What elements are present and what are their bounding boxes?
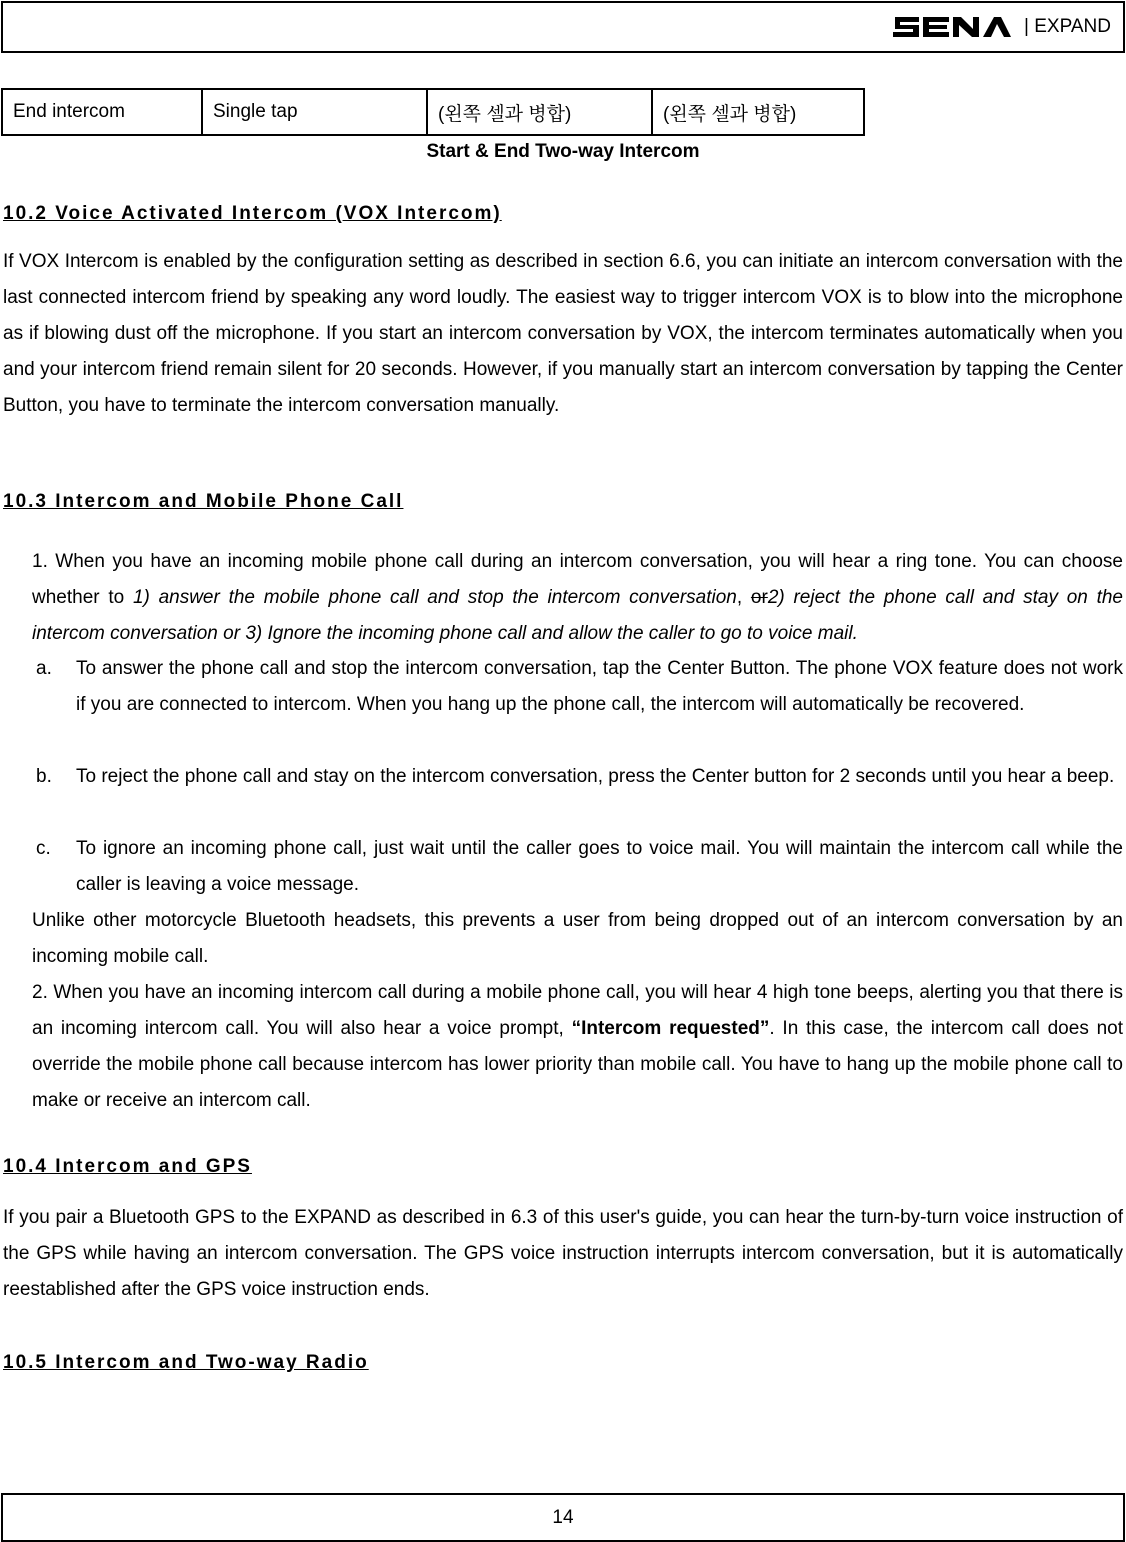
- table-cell: Single tap: [202, 89, 427, 135]
- controls-table: [1, 88, 865, 136]
- option-reject-ignore: 2) reject the phone call and stay on the intercom conversation or 3) Ignore the incoming phone call and allow the caller to go to voice mail.: [32, 587, 1124, 644]
- table-cell: (왼쪽 셀과 병합): [427, 89, 652, 135]
- table-cell: (왼쪽 셀과 병합): [652, 89, 864, 135]
- item-text: 1. When you have an incoming mobile phone call during an intercom conversation, you will hear a ring tone. You can choose whether to: [32, 551, 1123, 608]
- section-heading-10-3: 10.3 Intercom and Mobile Phone Call: [3, 491, 404, 512]
- option-answer: 1) answer the mobile phone call and stop the intercom conversation: [132, 587, 737, 608]
- sub-item-c: [36, 831, 1123, 903]
- list-marker: a.: [36, 658, 52, 679]
- page-header: [1, 1, 1125, 53]
- list-marker: b.: [36, 766, 52, 787]
- item-text: 2. When you have an incoming intercom call during a mobile phone call, you will hear 4 high tone beeps, alerting you that there is an incoming intercom call. You will also hear a voice prompt,: [32, 982, 1123, 1039]
- section-heading-10-4: 10.4 Intercom and GPS: [3, 1156, 252, 1177]
- list-item-2: [32, 975, 1123, 1119]
- struck-text: or: [750, 587, 768, 608]
- sub-item-text: To answer the phone call and stop the intercom conversation, tap the Center Button. The phone VOX feature does not work if you are connected to intercom. When you hang up the phone call, the intercom will automatically be recovered.: [76, 658, 1123, 715]
- page-number: 14: [552, 1507, 574, 1528]
- list-item-1: [32, 544, 1123, 652]
- section-heading-10-5: 10.5 Intercom and Two-way Radio: [3, 1352, 369, 1373]
- section-heading-10-2: 10.2 Voice Activated Intercom (VOX Intercom): [3, 203, 502, 224]
- table-caption: Start & End Two-way Intercom: [426, 141, 700, 162]
- table-cell: End intercom: [2, 89, 202, 135]
- header-brand: | EXPAND: [1024, 16, 1111, 37]
- section-body-10-4: If you pair a Bluetooth GPS to the EXPAND as described in 6.3 of this user's guide, you can hear the turn-by-turn voice instruction of the GPS while having an intercom conversation. The GPS voice instruction interrupts intercom conversation, but it is automatically reestablished after the GPS voice instruction ends.: [3, 1207, 1123, 1300]
- list-marker: c.: [36, 838, 51, 859]
- sena-logo: [891, 15, 1011, 39]
- table-row: [2, 89, 864, 135]
- list-note: Unlike other motorcycle Bluetooth headsets, this prevents a user from being dropped out of an intercom conversation by an incoming mobile call.: [32, 910, 1123, 967]
- sub-item-b: [36, 759, 1123, 795]
- voice-prompt: “Intercom requested”: [571, 1018, 770, 1039]
- section-body-10-2: If VOX Intercom is enabled by the configuration setting as described in section 6.6, you can initiate an intercom conversation with the last connected intercom friend by speaking any word loudly. The easiest way to trigger intercom VOX is to blow into the microphone as if blowing dust off the microphone. If you start an intercom conversation by VOX, the intercom terminates automatically when you and your intercom friend remain silent for 20 seconds. However, if you manually start an intercom conversation by tapping the Center Button, you have to terminate the intercom conversation manually.: [3, 251, 1123, 416]
- sub-item-text: To reject the phone call and stay on the intercom conversation, press the Center button for 2 seconds until you hear a beep.: [76, 766, 1115, 787]
- sub-item-text: To ignore an incoming phone call, just wait until the caller goes to voice mail. You will maintain the intercom call while the caller is leaving a voice message.: [76, 838, 1123, 895]
- sub-item-a: [36, 651, 1123, 723]
- page-footer: [1, 1493, 1125, 1542]
- separator: ,: [736, 587, 751, 608]
- item-text-suffix: . In this case, the intercom call does not override the mobile phone call because intercom has lower priority than mobile call. You have to hang up the mobile phone call to make or receive an intercom call.: [32, 1018, 1123, 1111]
